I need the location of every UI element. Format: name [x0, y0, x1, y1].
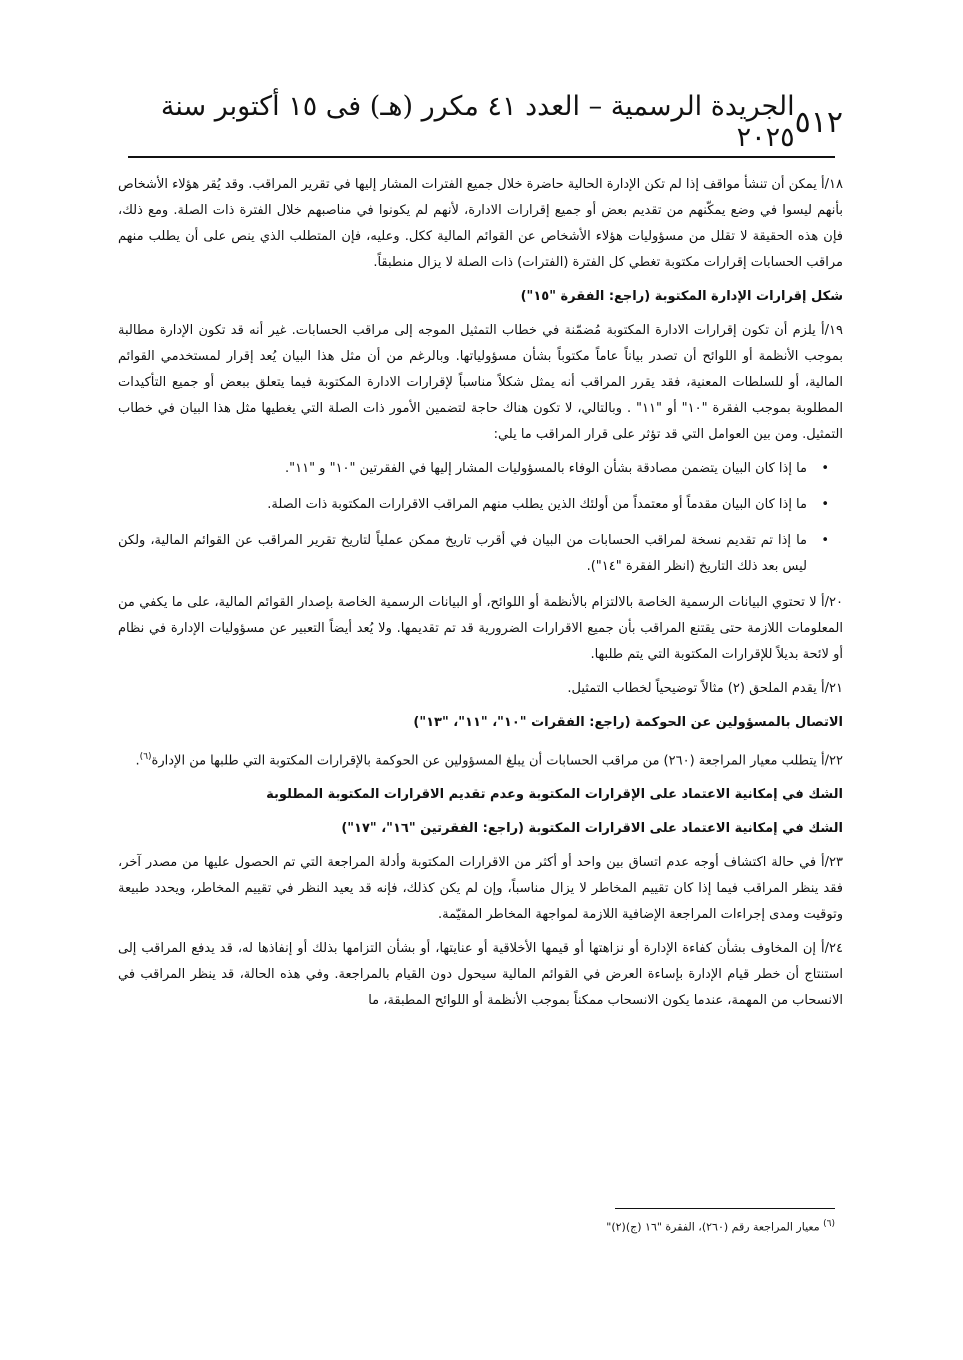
- section-heading-doubt: الشك في إمكانية الاعتماد على الإقرارات المكتوبة وعدم تقديم الاقرارات المكتوبة المطلوبة: [266, 787, 843, 803]
- paragraph-number: ٢٤/أ: [821, 941, 844, 957]
- list-item: • ما إذا كان البيان يتضمن مصادقة بشأن الوفاء بالمسؤوليات المشار إليها في الفقرتين "١٠" و "١١".: [118, 456, 821, 482]
- section-heading-governance: الاتصال بالمسؤولين عن الحوكمة (راجع: الفقرات "١٠"، "١١"، "١٣"): [413, 715, 843, 730]
- list-item: • ما إذا تم تقديم نسخة لمراقب الحسابات من البيان في أقرب تاريخ ممكن عملياً لتاريخ تقرير المراقب عن القوائم المالية، ولكن ليس بعد ذلك التاريخ (انظر الفقرة "١٤").: [118, 528, 821, 580]
- paragraph-text: إن المخاوف بشأن كفاءة الإدارة أو نزاهتها أو قيمها الأخلاقية أو عنايتها، أو بشأن التزامها بذلك أو إنفاذها له، قد يدفع المراقب إلى استنتاج أن خطر قيام الإدارة بإساءة العرض في القوائم المالية سيحول دون القيام بالمراجعة. وفي هذه الحالة، قد ينظر المراقب في الانسحاب من المهمة، عندما يكون الانسحاب ممكناً بموجب الأنظمة أو اللوائح المطبقة، ما: [118, 941, 843, 1009]
- header-divider: [128, 156, 835, 158]
- paragraph-22: [118, 744, 843, 774]
- footnote-divider: [615, 1208, 835, 1209]
- paragraph-23: [118, 850, 843, 928]
- paragraph-text: يمكن أن تنشأ مواقف إذا لم تكن الإدارة الحالية حاضرة خلال جميع الفترات المشار إليها في تقرير المراقب. وقد يُقر هؤلاء الأشخاص بأنهم ليسوا في وضع يمكّنهم من تقديم بعض أو جميع إقرارات الادارة، لأنهم لم يكونوا في مناصبهم خلال الفترة ذات الصلة. ومع ذلك، فإن هذه الحقيقة لا تقلل من مسؤوليات هؤلاء الأشخاص عن القوائم المالية ككل. وعليه، فإن المتطلب الذي ينص على أن يطلب منهم مراقب الحسابات إقرارات مكتوبة تغطي كل الفترة (الفترات) ذات الصلة لا يزال منطبقاً.: [117, 177, 843, 270]
- paragraph-number: ١٩/أ: [821, 323, 843, 338]
- section-heading-form: شكل إقرارات الإدارة المكتوبة (راجع: الفقرة "١٥"): [520, 289, 843, 304]
- paragraph-19: [118, 318, 843, 448]
- page-header: [120, 91, 843, 153]
- page-number: ٥١٢: [794, 104, 843, 140]
- paragraph-text: يلزم أن تكون إقرارات الادارة المكتوبة مُضمّنة في خطاب التمثيل الموجه إلى مراقب الحسابات. غير أنه قد تكون الإدارة مطالبة بموجب الأنظمة أو اللوائح أن تصدر بياناً عاماً مكتوباً بشأن مسؤولياتها. وبالرغم من أن مثل هذا البيان يُعد إقرار لمستخدمي القوائم المالية، أو للسلطات المعنية، فقد يقرر المراقب أنه يمثل شكلاً مناسباً لإقرارات الادارة المكتوبة فيما يتعلق ببعض أو جميع التأكيدات المطلوبة بموجب الفقرة "١٠" أو "١١" . وبالتالي، لا تكون هناك حاجة لتضمين الأمور ذات الصلة التي يغطيها مثل هذا البيان في خطاب التمثيل. ومن بين العوامل التي قد تؤثر على قرار المراقب ما يلي:: [118, 323, 843, 442]
- paragraph-number: ٢٣/أ: [821, 855, 843, 871]
- subsection-heading-reliability: الشك في إمكانية الاعتماد على الاقرارات المكتوبة (راجع: الفقرتين "١٦"، "١٧"): [341, 821, 843, 837]
- paragraph-21: [118, 676, 843, 702]
- footnote-mark: (٦): [823, 1219, 835, 1229]
- footnote-text: معيار المراجعة رقم (٢٦٠)، الفقرة "١٦ (ج)(٢)": [606, 1220, 820, 1234]
- paragraph-text: يتطلب معيار المراجعة (٢٦٠) من مراقب الحسابات أن يبلغ المسؤولين عن الحوكمة بالإقرارات المكتوبة التي طلبها من الإدارة: [151, 753, 817, 769]
- paragraph-text: في حالة اكتشاف أوجه عدم اتساق بين واحد أو أكثر من الاقرارات المكتوبة وأدلة المراجعة التي تم الحصول عليها من مصدر آخر، فقد ينظر المراقب فيما إذا كان تقييم المخاطر لا يزال مناسباً، وإن لم يكن كذلك، فإنه قد يعيد النظر في تقييم المخاطر، ويحدد طبيعة وتوقيت ومدى إجراءات المراجعة الإضافية اللازمة لمواجهة المخاطر المقيّمة.: [118, 855, 843, 923]
- paragraph-tail: .: [135, 753, 140, 769]
- footnote-reference: (٦): [139, 752, 152, 762]
- list-item: • ما إذا كان البيان مقدماً أو معتمداً من أولئك الذين يطلب منهم المراقب الاقرارات المكتوبة ذات الصلة.: [118, 492, 821, 518]
- paragraph-number: ٢٠/أ: [821, 595, 843, 610]
- footnote: [606, 1216, 835, 1236]
- document-body: [118, 172, 843, 1022]
- paragraph-text: يقدم الملحق (٢) مثالاً توضيحياً لخطاب التمثيل.: [567, 681, 817, 696]
- paragraph-24: [118, 936, 843, 1014]
- paragraph-number: ١٨/أ: [821, 177, 843, 192]
- gazette-title: الجريدة الرسمية – العدد ٤١ مكرر (هـ) فى ١٥ أكتوبر سنة ٢٠٢٥: [160, 91, 795, 153]
- paragraph-number: ٢١/أ: [821, 681, 843, 696]
- paragraph-number: ٢٢/أ: [821, 753, 843, 769]
- factors-list: [118, 456, 843, 580]
- paragraph-20: [118, 590, 843, 668]
- paragraph-text: لا تحتوي البيانات الرسمية الخاصة بالالتزام بالأنظمة أو اللوائح، أو البيانات الرسمية الخاصة بإصدار القوائم المالية، على ما يكفي من المعلومات اللازمة حتى يقتنع المراقب بأن جميع الاقرارات الضرورية قد تم تقديمها. ولا يُعد أيضاً التعبير عن مسؤوليات الإدارة في نظام أو لائحة بديلاً للإقرارات المكتوبة التي يتم طلبها.: [118, 595, 843, 662]
- paragraph-18: [118, 172, 843, 276]
